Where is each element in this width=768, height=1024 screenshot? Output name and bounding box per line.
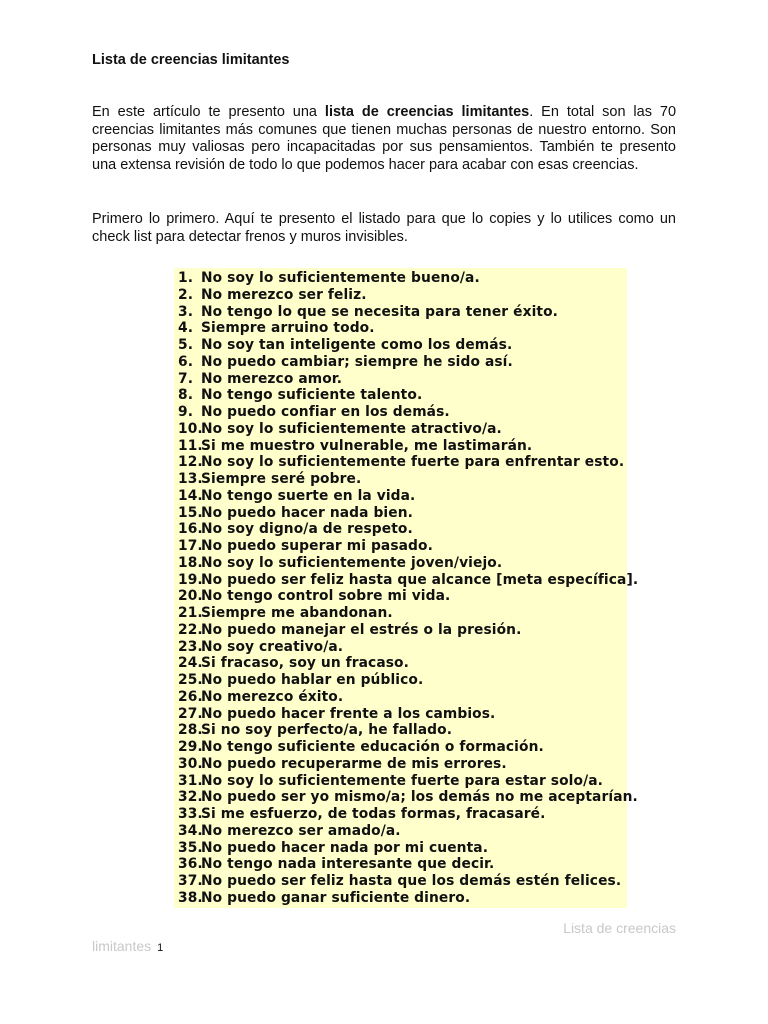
list-item-text: No puedo ser yo mismo/a; los demás no me aceptarían. [201,789,638,806]
list-item-number: 37. [178,873,203,889]
list-item-text: No merezco ser amado/a. [201,822,401,839]
list-item-number: 33. [178,806,203,822]
list-item-text: No soy tan inteligente como los demás. [201,337,513,353]
list-item-number: 15. [178,504,203,521]
list-item [178,856,638,873]
list-item-text: No soy lo suficientemente joven/viejo. [201,554,503,571]
list-item [178,756,638,773]
list-item-number: 24. [178,655,203,672]
list-item [178,739,638,756]
list-item [178,387,638,404]
list-item [178,672,638,689]
list-item [178,722,638,739]
list-item-number: 20. [178,588,203,605]
list-item-text: Si no soy perfecto/a, he fallado. [201,722,453,739]
list-item-text: No puedo hacer nada bien. [201,504,413,521]
list-item-text: No puedo hacer nada por mi cuenta. [201,839,489,856]
list-item-text: No tengo nada interesante que decir. [201,856,495,873]
list-item [178,622,638,639]
list-item-text: Si me muestro vulnerable, me lastimarán. [201,437,533,454]
list-item-number: 28. [178,722,203,739]
list-item [178,639,638,656]
list-item [178,588,638,605]
list-item-text: No tengo suficiente educación o formación. [201,739,544,755]
list-item-text: No tengo suerte en la vida. [201,487,416,504]
list-item-text: Siempre arruino todo. [201,320,375,337]
list-item [178,521,638,538]
list-item-number: 21. [178,605,203,621]
list-item-number: 25. [178,672,203,688]
list-item-number: 22. [178,621,203,638]
list-item-number: 27. [178,705,203,722]
list-item [178,270,638,287]
list-item-text: Siempre seré pobre. [201,471,362,487]
list-item-number: 17. [178,538,203,554]
list-item-text: No puedo manejar el estrés o la presión. [201,621,522,638]
list-item-text: No soy lo suficientemente bueno/a. [201,270,480,286]
list-item-number: 10. [178,420,203,437]
page-number: 1 [157,942,164,954]
list-item-text: Si fracaso, soy un fracaso. [201,655,409,672]
list-item-text: No soy digno/a de respeto. [201,521,413,538]
list-item-number: 14. [178,487,203,504]
list-item-number: 3. [178,303,194,320]
list-item-number: 16. [178,521,203,538]
intro-text-after: . En total son las 70 creencias limitantes más comunes que tienen muchas personas de nuestro entorno. Son personas muy valiosas pero incapacitadas por sus pensamientos. También te presento una extensa revisión de todo lo que podemos hacer para acabar con esas creencias. [92,104,677,173]
list-item-number: 9. [178,404,194,420]
list-item-text: No puedo recuperarme de mis errores. [201,755,507,772]
list-item-text: No merezco ser feliz. [201,286,367,303]
list-item [178,706,638,723]
list-item-text: No soy creativo/a. [201,638,344,655]
list-item-text: No puedo cambiar; siempre he sido así. [201,353,513,370]
list-item [178,404,638,421]
list-item-text: No merezco éxito. [201,688,344,705]
list-item-number: 12. [178,454,203,471]
list-item [178,287,638,304]
list-item [178,505,638,522]
list-item-text: No tengo control sobre mi vida. [201,588,451,605]
list-item [178,438,638,455]
list-item-text: No tengo suficiente talento. [201,387,423,404]
list-item [178,555,638,572]
list-item-number: 4. [178,320,194,337]
list-item [178,890,638,907]
list-item-number: 29. [178,739,203,755]
list-item [178,773,638,790]
list-item [178,304,638,321]
list-item [178,354,638,371]
list-item-number: 36. [178,856,203,873]
list-item-number: 34. [178,822,203,839]
intro-paragraph [92,104,676,174]
list-item-text: No puedo confiar en los demás. [201,404,450,420]
list-item [178,605,638,622]
list-item-number: 8. [178,387,194,404]
list-item-text: Siempre me abandonan. [201,605,393,621]
list-item-number: 7. [178,370,194,387]
list-item-number: 30. [178,755,203,772]
list-item-number: 5. [178,337,194,353]
list-item-text: No merezco amor. [201,370,343,387]
list-item-text: No puedo ganar suficiente dinero. [201,889,471,906]
list-item-number: 31. [178,772,203,789]
list-item [178,572,638,589]
list-item-text: No puedo ser feliz hasta que alcance [meta específica]. [201,571,639,588]
list-item-text: Si me esfuerzo, de todas formas, fracasaré. [201,806,546,822]
list-item-number: 13. [178,471,203,487]
list-item-text: No soy lo suficientemente fuerte para estar solo/a. [201,772,603,789]
list-item-number: 19. [178,571,203,588]
list-item [178,873,638,890]
list-item-text: No tengo lo que se necesita para tener éxito. [201,303,559,320]
intro-text-bold: lista de creencias limitantes [324,104,530,120]
list-item-number: 23. [178,638,203,655]
list-item [178,789,638,806]
list-item-text: No soy lo suficientemente fuerte para enfrentar esto. [201,454,625,471]
list-item-text: No puedo hablar en público. [201,672,424,688]
footer-title-line2-text: limitantes [92,938,152,954]
list-item-number: 32. [178,789,203,806]
second-paragraph: Primero lo primero. Aquí te presento el listado para que lo copies y lo utilices como un check list para detectar frenos y muros invisibles. [92,211,676,245]
list-item-number: 35. [178,839,203,856]
list-item-number: 18. [178,554,203,571]
list-item [178,823,638,840]
list-item-number: 38. [178,889,203,906]
intro-text-before: En este artículo te presento una [92,104,325,120]
list-item-text: No puedo hacer frente a los cambios. [201,705,496,722]
list-item [178,337,638,354]
list-item [178,454,638,471]
list-item-text: No puedo ser feliz hasta que los demás estén felices. [201,873,622,889]
list-item-text: No soy lo suficientemente atractivo/a. [201,420,502,437]
list-item [178,840,638,857]
list-item-number: 2. [178,286,194,303]
list-item-number: 1. [178,270,194,286]
list-item [178,689,638,706]
list-item-number: 6. [178,353,194,370]
beliefs-list [178,270,638,907]
document-title: Lista de creencias limitantes [92,52,290,68]
list-item-number: 11. [178,437,203,454]
list-item-text: No puedo superar mi pasado. [201,538,433,554]
list-item [178,471,638,488]
list-item [178,371,638,388]
list-item [178,538,638,555]
list-item [178,421,638,438]
footer-title-line2 [92,938,163,954]
list-item [178,488,638,505]
footer-title-line1: Lista de creencias [563,920,676,936]
list-item [178,806,638,823]
list-item [178,320,638,337]
list-item-number: 26. [178,688,203,705]
list-item [178,655,638,672]
